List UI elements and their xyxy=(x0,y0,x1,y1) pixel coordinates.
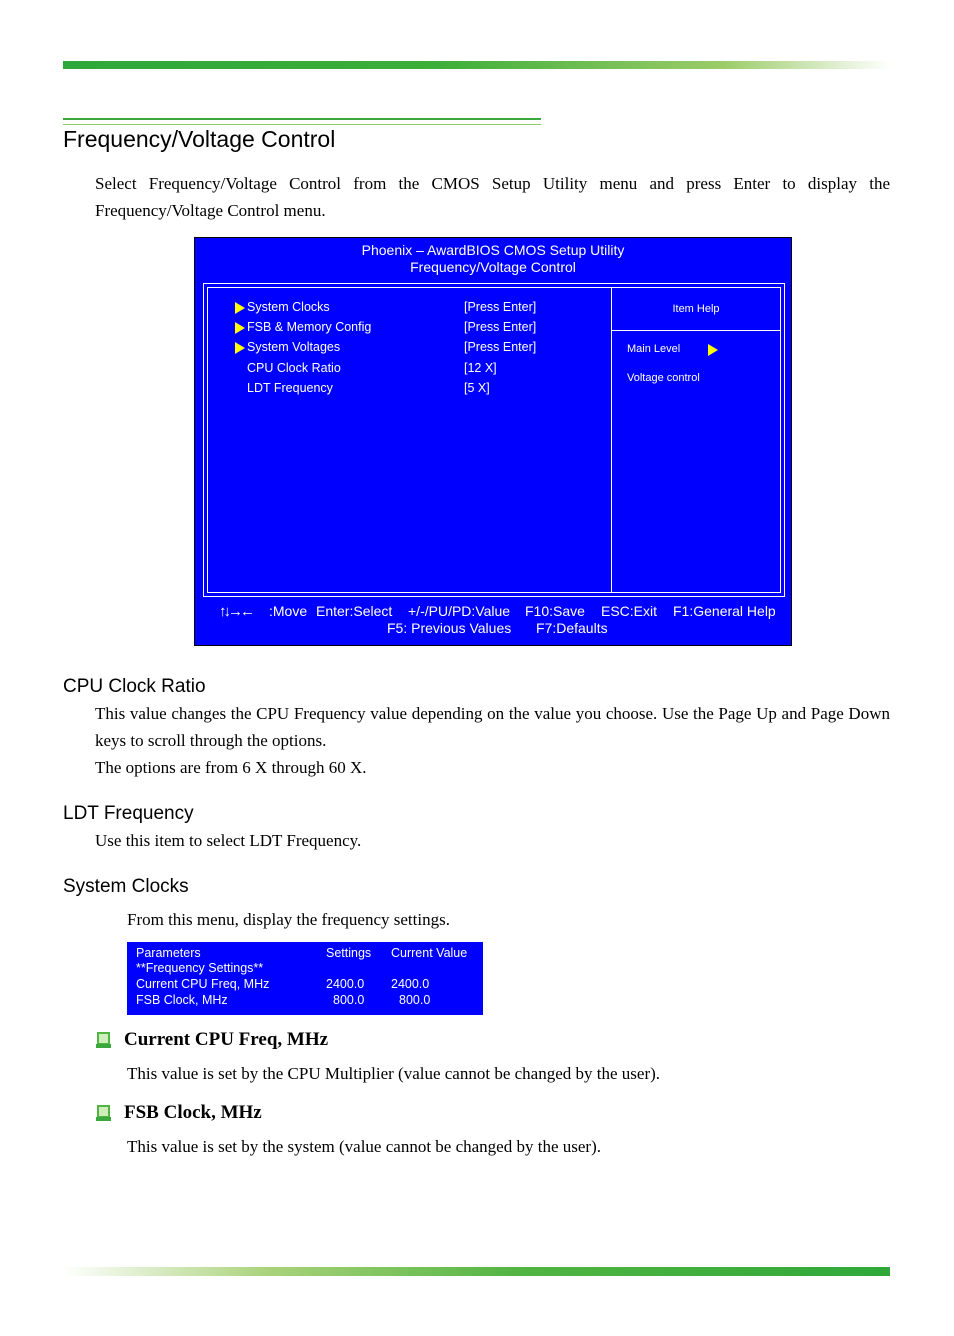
help-title-divider xyxy=(611,330,780,331)
fsb-clock-text: This value is set by the system (value cannot be changed by the user). xyxy=(127,1137,601,1156)
fsb-clock-heading: FSB Clock, MHz xyxy=(124,1102,262,1123)
cpu-clock-ratio-text: This value changes the CPU Frequency value depending on the value you choose. Use the Page Up and Page Down keys to scroll through the options. xyxy=(95,704,890,750)
bios-footer-line1 xyxy=(195,603,791,621)
submenu-arrow-icon xyxy=(235,322,245,334)
bottom-decorative-bar xyxy=(63,1267,890,1276)
menu-item-label: FSB & Memory Config xyxy=(247,320,372,334)
menu-item-system-clocks[interactable] xyxy=(235,300,605,318)
help-main-level: Main Level xyxy=(627,343,681,355)
intro-paragraph: Select Frequency/Voltage Control from the CMOS Setup Utility menu and press Enter to display the Frequency/Voltage Control menu. xyxy=(95,174,890,220)
help-text: Voltage control xyxy=(627,372,700,384)
cpu-clock-ratio-options: The options are from 6 X through 60 X. xyxy=(95,758,367,777)
table-group-label: **Frequency Settings** xyxy=(136,961,264,975)
menu-item-label: LDT Frequency xyxy=(247,381,333,395)
item-help-title: Item Help xyxy=(672,303,720,315)
save-hint: F10:Save xyxy=(525,603,585,619)
main-level-arrow-icon xyxy=(708,344,718,356)
submenu-arrow-icon xyxy=(235,302,245,314)
menu-item-value: [12 X] xyxy=(464,361,497,375)
menu-item-value: [5 X] xyxy=(464,381,490,395)
bios-header-subtitle: Frequency/Voltage Control xyxy=(410,259,576,275)
table-row-current: 800.0 xyxy=(399,993,431,1007)
table-row-name: FSB Clock, MHz xyxy=(136,993,228,1007)
top-decorative-bar xyxy=(63,61,890,69)
bios-panel-inner xyxy=(207,287,781,593)
menu-item-fsb-memory-config[interactable] xyxy=(235,320,605,338)
bios-footer-line2 xyxy=(195,620,791,638)
ldt-frequency-text: Use this item to select LDT Frequency. xyxy=(95,831,362,850)
move-hint: :Move xyxy=(269,603,308,619)
checkbox-bullet-icon xyxy=(97,1105,110,1118)
menu-item-system-voltages[interactable] xyxy=(235,340,605,358)
exit-hint: ESC:Exit xyxy=(601,603,658,619)
bios-screen xyxy=(194,237,792,646)
cpu-clock-ratio-heading: CPU Clock Ratio xyxy=(63,676,206,697)
submenu-arrow-icon xyxy=(235,342,245,354)
title-underline xyxy=(63,118,541,125)
enter-select-hint: Enter:Select xyxy=(316,603,393,619)
system-clocks-heading: System Clocks xyxy=(63,876,189,897)
table-header-settings: Settings xyxy=(326,946,372,960)
value-hint: +/-/PU/PD:Value xyxy=(408,603,511,619)
table-row-setting: 800.0 xyxy=(333,993,365,1007)
menu-item-label: CPU Clock Ratio xyxy=(247,361,341,375)
table-header-current: Current Value xyxy=(391,946,468,960)
bios-header-title: Phoenix – AwardBIOS CMOS Setup Utility xyxy=(361,242,625,258)
arrow-keys-icon: ↑↓→← xyxy=(219,603,252,620)
menu-item-ldt-frequency[interactable] xyxy=(235,381,605,399)
cpu-freq-heading: Current CPU Freq, MHz xyxy=(124,1029,329,1050)
general-help-hint: F1:General Help xyxy=(673,603,776,619)
frequency-settings-table xyxy=(127,942,483,1015)
defaults-hint: F7:Defaults xyxy=(536,620,608,636)
menu-item-value: [Press Enter] xyxy=(464,340,537,354)
menu-item-value: [Press Enter] xyxy=(464,300,537,314)
previous-values-hint: F5: Previous Values xyxy=(387,620,512,636)
checkbox-bullet-icon xyxy=(97,1032,110,1045)
page-title: Frequency/Voltage Control xyxy=(63,126,336,152)
menu-item-label: System Voltages xyxy=(247,340,341,354)
menu-item-cpu-clock-ratio[interactable] xyxy=(235,361,605,379)
table-row-current: 2400.0 xyxy=(391,977,430,991)
system-clocks-text: From this menu, display the frequency settings. xyxy=(127,910,450,929)
help-panel-divider xyxy=(611,288,612,592)
bios-panel xyxy=(203,283,785,597)
menu-item-label: System Clocks xyxy=(247,300,330,314)
table-header-parameters: Parameters xyxy=(136,946,201,960)
cpu-freq-text: This value is set by the CPU Multiplier (value cannot be changed by the user). xyxy=(127,1064,661,1083)
menu-item-value: [Press Enter] xyxy=(464,320,537,334)
table-row-name: Current CPU Freq, MHz xyxy=(136,977,270,991)
ldt-frequency-heading: LDT Frequency xyxy=(63,803,194,824)
table-row-setting: 2400.0 xyxy=(326,977,365,991)
